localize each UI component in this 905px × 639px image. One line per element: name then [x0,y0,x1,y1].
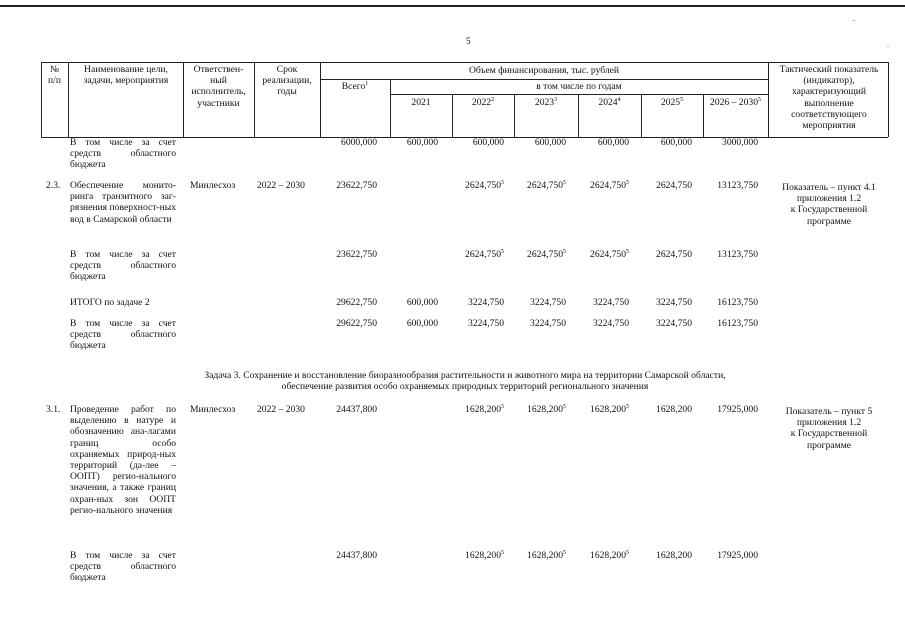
row-value [703,249,758,260]
row-value [578,137,629,148]
value-text: 1628,200 [590,404,626,415]
row-value [703,550,758,561]
footnote-mark: 5 [501,249,504,255]
footnote-mark: 5 [563,404,566,410]
value-text: 13123,750 [717,180,758,191]
header-responsible: Ответствен- ный исполнитель, участники [191,64,246,109]
footnote-mark: 5 [680,97,684,103]
footnote-mark: 5 [626,249,629,255]
footnote-mark: 5 [626,180,629,186]
value-text: 2624,750 [590,249,626,260]
row-value [320,137,377,148]
footnote-mark: 5 [757,97,761,103]
row-responsible: Минлесхоз [190,404,236,415]
row-value [514,550,566,561]
row-number: 3.1. [46,404,61,415]
footnote-mark: 5 [501,180,504,186]
footnote-mark: 2 [491,97,495,103]
row-value [514,318,566,329]
top-border-line [0,5,905,7]
value-text: 29622,750 [336,297,377,308]
value-text: 3224,750 [530,297,566,308]
row-value [452,180,504,191]
value-text: 3224,750 [656,297,692,308]
value-text: 3224,750 [593,318,629,329]
year-label: 2022 [471,97,492,108]
row-term: 2022 – 2030 [257,180,305,191]
row-value [514,297,566,308]
value-text: 600,000 [406,297,438,308]
value-text: 2624,750 [590,180,626,191]
row-name: В том числе за счет средств областного бюджета [70,137,176,171]
row-value [703,297,758,308]
row-value [641,404,692,415]
value-text: 24437,800 [336,404,377,415]
row-value [578,249,629,260]
value-text: 3224,750 [656,318,692,329]
value-text: 17925,000 [717,404,758,415]
footnote-mark: 5 [626,404,629,410]
header-year-2026–2030 [703,97,768,108]
value-text: 1628,200 [465,550,501,561]
row-value [578,297,629,308]
value-text: 3000,000 [722,137,758,148]
row-value [578,318,629,329]
value-text: 600,000 [406,318,438,329]
row-value [320,550,377,561]
row-responsible: Минлесхоз [190,180,236,191]
row-name: В том числе за счет средств областного бюджета [70,318,176,352]
row-value [641,318,692,329]
header-total [320,81,390,92]
row-value [703,180,758,191]
table-top-border [41,62,888,63]
row-value [452,318,504,329]
row-value [320,180,377,191]
value-text: 600,000 [660,137,692,148]
header-number: № п/п [48,64,61,87]
row-value [320,297,377,308]
value-text: 2624,750 [465,249,501,260]
value-text: 1628,200 [527,404,563,415]
footnote-mark: 5 [563,180,566,186]
row-value [578,550,629,561]
row-value [514,180,566,191]
header-year-2023 [514,97,578,108]
value-text: 16123,750 [717,297,758,308]
value-text: 13123,750 [717,249,758,260]
value-text: 2624,750 [527,180,563,191]
year-label: 2023 [534,97,555,108]
value-text: 23622,750 [336,249,377,260]
footnote-mark: 5 [563,249,566,255]
header-by-years: в том числе по годам [536,81,622,92]
row-value [641,249,692,260]
header-year-2021 [390,97,452,108]
row-indicator: Показатель – пункт 5 приложения 1.2 к Государственной программе [785,406,873,451]
task3-heading: Задача 3. Сохранение и восстановление биоразнообразия растительности и животного мира на территории Самарской области, обеспечение развития особо охраняемых природных территорий регионального значения [204,370,726,393]
header-year-2025 [641,97,703,108]
row-value [703,404,758,415]
value-text: 1628,200 [656,550,692,561]
row-value [514,137,566,148]
footnote-mark: 5 [626,550,629,556]
row-name: Обеспечение монито-ринга транзитного заг-рязнения поверхност-ных вод в Самарской области [70,180,176,225]
year-label: 2021 [411,97,431,108]
row-value [578,404,629,415]
row-value [452,249,504,260]
column-divider [888,62,889,137]
footnote-mark: 1 [365,81,369,87]
value-text: 3224,750 [468,318,504,329]
row-term: 2022 – 2030 [257,404,305,415]
footnote-mark: 5 [501,404,504,410]
row-value [452,550,504,561]
value-text: 6000,000 [341,137,377,148]
column-divider [68,62,69,137]
value-text: 1628,200 [527,550,563,561]
row-value [452,404,504,415]
value-text: 1628,200 [656,404,692,415]
year-label: 2025 [660,97,681,108]
value-text: 3224,750 [593,297,629,308]
value-text: 600,000 [472,137,504,148]
row-value [578,180,629,191]
header-year-2022 [452,97,514,108]
row-value [514,404,566,415]
value-text: 600,000 [597,137,629,148]
row-value [641,297,692,308]
value-text: 3224,750 [530,318,566,329]
header-indicator: Тактический показатель (индикатор), характеризующий выполнение соответствующего мероприятия [779,64,879,132]
row-value [514,249,566,260]
value-text: 2624,750 [527,249,563,260]
footnote-mark: 4 [617,97,621,103]
value-text: 3224,750 [468,297,504,308]
value-text: 1628,200 [465,404,501,415]
page-number: 5 [466,36,471,46]
row-value [320,404,377,415]
years-subheader-line [390,94,768,95]
row-name: ИТОГО по задаче 2 [70,297,150,308]
value-text: 16123,750 [717,318,758,329]
value-text: 24437,800 [336,550,377,561]
value-text: 2624,750 [656,249,692,260]
row-value [320,318,377,329]
row-number: 2.3. [46,180,61,191]
year-label: 2024 [598,97,618,108]
header-total-label: Всего [341,81,366,92]
row-name: В том числе за счет средств областного бюджета [70,249,176,283]
scan-speck: . [887,40,889,49]
value-text: 600,000 [406,137,438,148]
header-name: Наименование цели, задачи, мероприятия [83,64,169,87]
row-value [452,297,504,308]
row-value [703,137,758,148]
row-value [390,297,438,308]
header-year-2024 [578,97,641,108]
row-value [390,137,438,148]
row-value [452,137,504,148]
value-text: 600,000 [534,137,566,148]
footnote-mark: 5 [501,550,504,556]
value-text: 23622,750 [336,180,377,191]
header-funding: Объем финансирования, тыс. рублей [468,65,620,76]
funding-subheader-line [320,79,768,80]
row-value [641,180,692,191]
row-indicator: Показатель – пункт 4.1 приложения 1.2 к Государственной программе [782,182,876,227]
row-value [641,137,692,148]
row-value [641,550,692,561]
value-text: 2624,750 [465,180,501,191]
row-value [320,249,377,260]
row-name: В том числе за счет средств областного бюджета [70,550,176,584]
scan-speck: . [853,14,855,23]
column-divider [768,62,769,137]
header-term: Срок реализации, годы [262,64,312,98]
row-value [390,318,438,329]
value-text: 1628,200 [590,550,626,561]
value-text: 17925,000 [717,550,758,561]
value-text: 29622,750 [336,318,377,329]
row-value [703,318,758,329]
row-name: Проведение работ по выделению в натуре и обозначению ана-лагами границ особо охраняемых природ-ных территорий (да-лее – ООПТ) регио-нального значения, а также границ охран-ных зон ООПТ регио-нального значения [70,404,176,516]
year-label: 2026 – 2030 [710,97,758,108]
footnote-mark: 5 [563,550,566,556]
footnote-mark: 3 [554,97,558,103]
value-text: 2624,750 [656,180,692,191]
